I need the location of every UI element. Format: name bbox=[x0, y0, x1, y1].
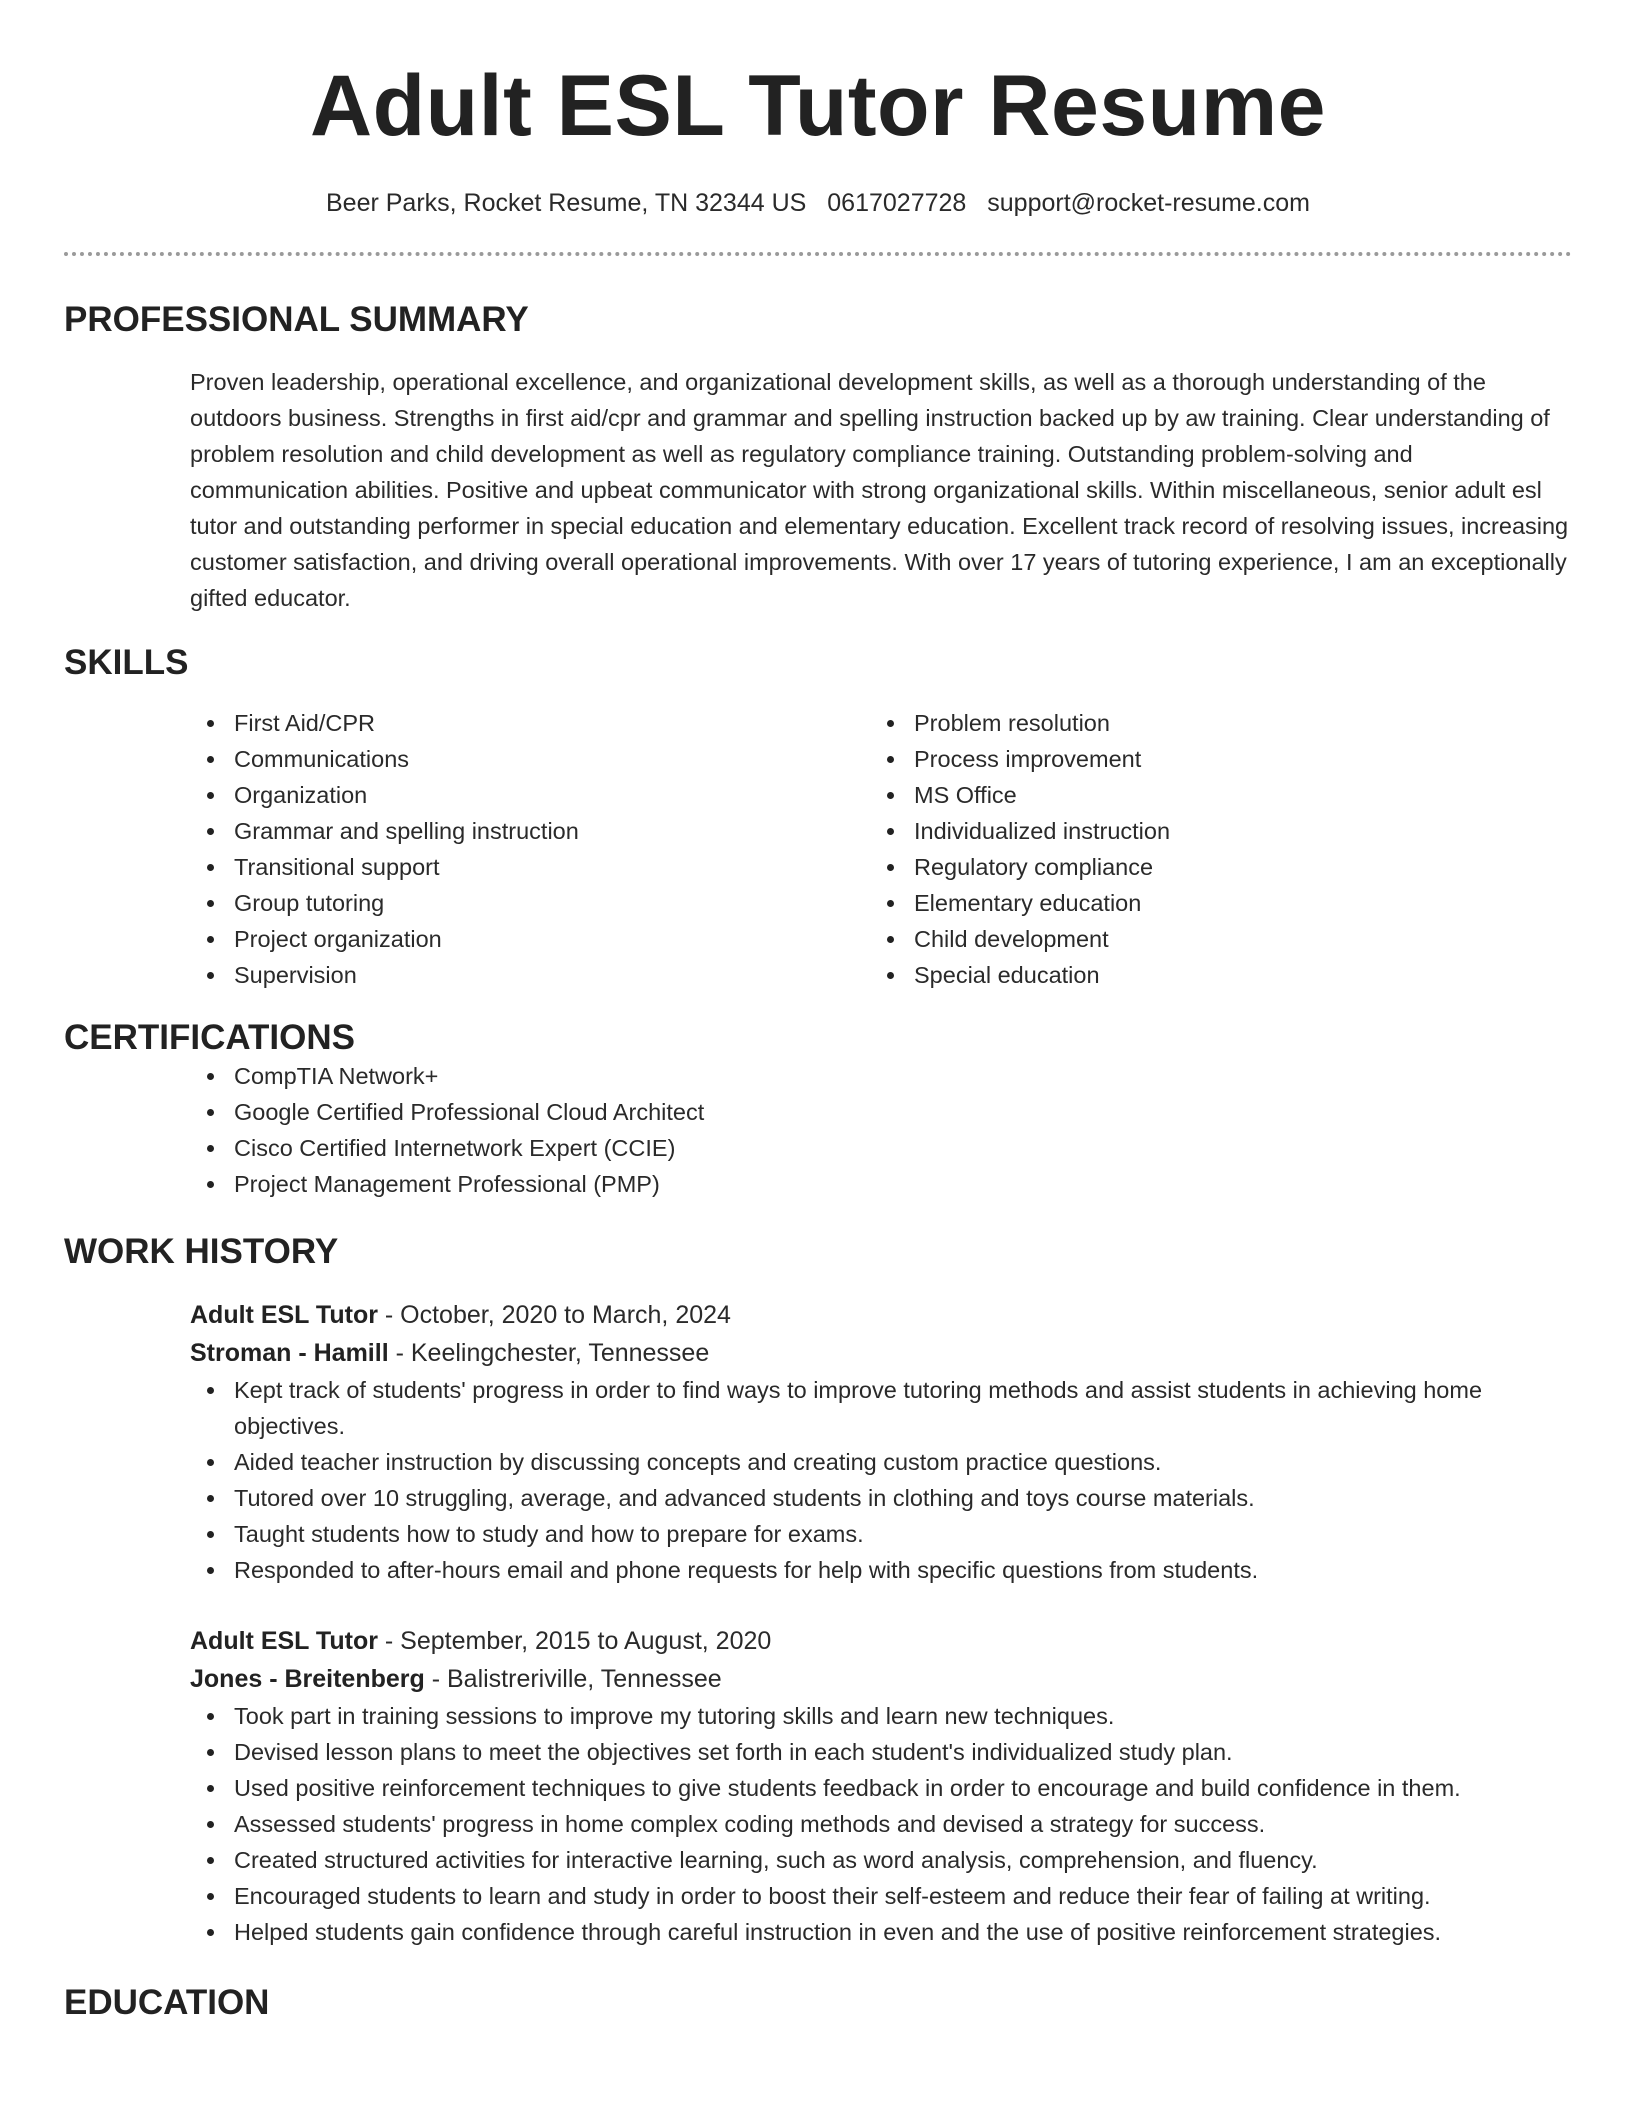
bullet-dot bbox=[887, 936, 894, 943]
contact-email: support@rocket-resume.com bbox=[987, 189, 1310, 217]
bullet-dot bbox=[887, 864, 894, 871]
bullet-dot bbox=[207, 756, 214, 763]
skills-list-left bbox=[190, 705, 870, 993]
job-location: - Keelingchester, Tennessee bbox=[388, 1339, 710, 1367]
skill-item: Transitional support bbox=[190, 849, 870, 885]
skill-item: Problem resolution bbox=[870, 705, 1550, 741]
job-duty: Taught students how to study and how to prepare for exams. bbox=[190, 1516, 1572, 1552]
bullet-dot bbox=[887, 720, 894, 727]
bullet-dot bbox=[207, 1145, 214, 1152]
summary-text: Proven leadership, operational excellence, and organizational development skills, as well as a thorough understanding of the outdoors business. Strengths in first aid/cpr and grammar and spelling instruction backed up by aw training. Clear understanding of problem resolution and child development as well as regulatory compliance training. Outstanding problem-solving and communication abilities. Positive and upbeat communicator with strong organizational skills. Within miscellaneous, senior adult esl tutor and outstanding performer in special education and elementary education. Excellent track record of resolving issues, increasing customer satisfaction, and driving overall operational improvements. With over 17 years of tutoring experience, I am an exceptionally gifted educator. bbox=[190, 369, 1569, 611]
job-duty: Helped students gain confidence through careful instruction in even and the use of positive reinforcement strategies. bbox=[190, 1914, 1572, 1950]
skill-item: Individualized instruction bbox=[870, 813, 1550, 849]
bullet-dot bbox=[207, 792, 214, 799]
job-dates: - October, 2020 to March, 2024 bbox=[377, 1301, 731, 1329]
skill-item: Regulatory compliance bbox=[870, 849, 1550, 885]
bullet-dot bbox=[207, 1459, 214, 1466]
skill-item: Group tutoring bbox=[190, 885, 870, 921]
job-duty: Tutored over 10 struggling, average, and advanced students in clothing and toys course materials. bbox=[190, 1480, 1572, 1516]
job-title-line bbox=[190, 1296, 1572, 1334]
job-duty: Responded to after-hours email and phone requests for help with specific questions from students. bbox=[190, 1552, 1572, 1588]
bullet-dot bbox=[887, 972, 894, 979]
bullet-dot bbox=[207, 1821, 214, 1828]
skill-item: MS Office bbox=[870, 777, 1550, 813]
skill-item: First Aid/CPR bbox=[190, 705, 870, 741]
skill-item: Special education bbox=[870, 957, 1550, 993]
resume-page bbox=[64, 0, 1572, 2023]
job-duty: Created structured activities for interactive learning, such as word analysis, comprehension, and fluency. bbox=[190, 1842, 1572, 1878]
certification-item: Cisco Certified Internetwork Expert (CCIE) bbox=[190, 1130, 1572, 1166]
bullet-dot bbox=[887, 900, 894, 907]
bullet-dot bbox=[207, 1181, 214, 1188]
bullet-dot bbox=[887, 828, 894, 835]
bullet-dot bbox=[207, 900, 214, 907]
bullet-dot bbox=[207, 1893, 214, 1900]
job-duty: Used positive reinforcement techniques to give students feedback in order to encourage and build confidence in them. bbox=[190, 1770, 1572, 1806]
job-entry bbox=[190, 1296, 1572, 1588]
skill-item: Project organization bbox=[190, 921, 870, 957]
certification-item: CompTIA Network+ bbox=[190, 1058, 1572, 1094]
bullet-dot bbox=[207, 1785, 214, 1792]
job-entry bbox=[190, 1622, 1572, 1950]
bullet-dot bbox=[207, 828, 214, 835]
job-duty: Aided teacher instruction by discussing concepts and creating custom practice questions. bbox=[190, 1444, 1572, 1480]
summary-heading: PROFESSIONAL SUMMARY bbox=[64, 300, 529, 339]
skill-item: Process improvement bbox=[870, 741, 1550, 777]
resume-title: Adult ESL Tutor Resume bbox=[310, 58, 1326, 154]
bullet-dot bbox=[207, 1713, 214, 1720]
bullet-dot bbox=[207, 864, 214, 871]
skill-item: Organization bbox=[190, 777, 870, 813]
bullet-dot bbox=[207, 1567, 214, 1574]
education-heading: EDUCATION bbox=[64, 1983, 270, 2022]
job-duties bbox=[190, 1372, 1572, 1588]
skills-grid bbox=[190, 705, 1572, 993]
bullet-dot bbox=[207, 972, 214, 979]
certification-item: Google Certified Professional Cloud Architect bbox=[190, 1094, 1572, 1130]
contact-phone: 0617027728 bbox=[827, 189, 967, 217]
job-company-line bbox=[190, 1334, 1572, 1372]
bullet-dot bbox=[207, 936, 214, 943]
bullet-dot bbox=[207, 720, 214, 727]
bullet-dot bbox=[207, 1749, 214, 1756]
job-title: Adult ESL Tutor bbox=[190, 1627, 378, 1655]
certification-item: Project Management Professional (PMP) bbox=[190, 1166, 1572, 1202]
contact-address: Beer Parks, Rocket Resume, TN 32344 US bbox=[326, 189, 807, 217]
header-divider bbox=[64, 252, 1572, 256]
skill-item: Elementary education bbox=[870, 885, 1550, 921]
skill-item: Child development bbox=[870, 921, 1550, 957]
bullet-dot bbox=[887, 792, 894, 799]
job-duty: Kept track of students' progress in order to find ways to improve tutoring methods and assist students in achieving home objectives. bbox=[190, 1372, 1572, 1444]
job-dates: - September, 2015 to August, 2020 bbox=[377, 1627, 772, 1655]
job-duties bbox=[190, 1698, 1572, 1950]
bullet-dot bbox=[207, 1857, 214, 1864]
certifications-heading: CERTIFICATIONS bbox=[64, 1018, 356, 1057]
skill-item: Supervision bbox=[190, 957, 870, 993]
job-company: Jones - Breitenberg bbox=[190, 1665, 425, 1693]
job-duty: Encouraged students to learn and study in order to boost their self-esteem and reduce their fear of failing at writing. bbox=[190, 1878, 1572, 1914]
skill-item: Grammar and spelling instruction bbox=[190, 813, 870, 849]
skills-heading: SKILLS bbox=[64, 643, 189, 682]
contact-line bbox=[64, 188, 1572, 218]
bullet-dot bbox=[207, 1387, 214, 1394]
skills-list-right bbox=[870, 705, 1550, 993]
work-history-heading: WORK HISTORY bbox=[64, 1232, 339, 1271]
bullet-dot bbox=[887, 756, 894, 763]
job-duty: Assessed students' progress in home complex coding methods and devised a strategy for success. bbox=[190, 1806, 1572, 1842]
skill-item: Communications bbox=[190, 741, 870, 777]
job-company-line bbox=[190, 1660, 1572, 1698]
bullet-dot bbox=[207, 1109, 214, 1116]
job-company: Stroman - Hamill bbox=[190, 1339, 389, 1367]
bullet-dot bbox=[207, 1929, 214, 1936]
job-duty: Devised lesson plans to meet the objectives set forth in each student's individualized study plan. bbox=[190, 1734, 1572, 1770]
job-duty: Took part in training sessions to improve my tutoring skills and learn new techniques. bbox=[190, 1698, 1572, 1734]
certifications-list bbox=[190, 1058, 1572, 1202]
job-title-line bbox=[190, 1622, 1572, 1660]
job-location: - Balistreriville, Tennessee bbox=[424, 1665, 722, 1693]
bullet-dot bbox=[207, 1073, 214, 1080]
bullet-dot bbox=[207, 1495, 214, 1502]
bullet-dot bbox=[207, 1531, 214, 1538]
job-title: Adult ESL Tutor bbox=[190, 1301, 378, 1329]
